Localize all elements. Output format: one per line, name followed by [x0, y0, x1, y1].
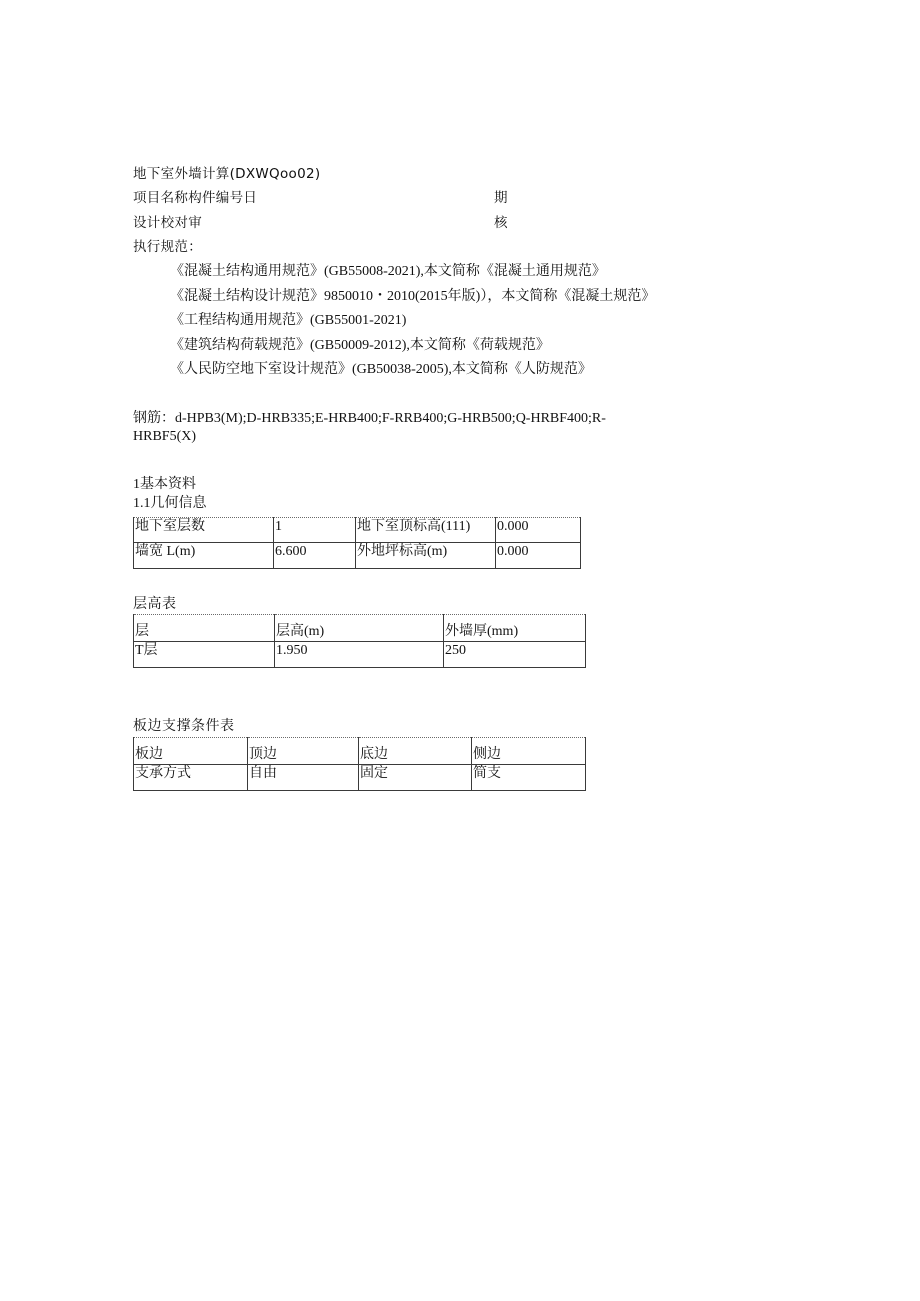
table-row	[134, 518, 581, 543]
table-cell: 250	[444, 642, 586, 668]
code-item: 《人民防空地下室设计规范》(GB50038-2005),本文简称《人防规范》	[170, 362, 592, 377]
project-date-label: 期	[494, 190, 508, 206]
rebar-grades-line-2: HRBF5(X)	[133, 429, 197, 444]
table-cell: 地下室层数	[134, 518, 274, 543]
table-header-row	[134, 738, 586, 765]
rebar-grades-line-1: 钢筋：d-HPB3(M);D-HRB335;E-HRB400;F-RRB400;G-HRB500;Q-HRBF400;R-	[133, 411, 606, 426]
table-row	[134, 543, 581, 569]
project-name-line: 项目名称构件编号日	[133, 190, 258, 206]
floor-table-caption: 层高表	[133, 597, 177, 612]
table-cell: T层	[134, 642, 275, 668]
table-header-cell: 侧边	[472, 738, 586, 765]
document-title: 地下室外墙计算(DXWQoo02)	[133, 166, 321, 182]
table-header-cell: 层	[134, 615, 275, 642]
code-item: 《混凝土结构设计规范》9850010・2010(2015年版)），本文简称《混凝土规范》	[170, 289, 656, 304]
section-heading: 1基本资料	[133, 477, 196, 492]
support-table-caption: 板边支撑条件表	[133, 719, 235, 734]
table-row	[134, 765, 586, 791]
table-cell: 支承方式	[134, 765, 248, 791]
table-cell: 外地坪标高(m)	[356, 543, 496, 569]
code-item: 《工程结构通用规范》(GB55001-2021)	[170, 313, 407, 328]
table-cell: 6.600	[274, 543, 356, 569]
table-cell: 1.950	[275, 642, 444, 668]
codes-label: 执行规范：	[133, 239, 202, 255]
table-header-cell: 底边	[359, 738, 472, 765]
table-cell: 地下室顶标高(111)	[356, 518, 496, 543]
table-header-cell: 板边	[134, 738, 248, 765]
table-header-cell: 层高(m)	[275, 615, 444, 642]
table-cell: 简支	[472, 765, 586, 791]
table-cell: 0.000	[496, 518, 581, 543]
table-header-cell: 外墙厚(mm)	[444, 615, 586, 642]
table-header-cell: 顶边	[248, 738, 359, 765]
design-check-line: 设计校对审	[133, 215, 202, 231]
table-cell: 墙宽 L(m)	[134, 543, 274, 569]
table-cell: 自由	[248, 765, 359, 791]
support-conditions-table	[133, 737, 586, 791]
table-cell: 1	[274, 518, 356, 543]
subsection-heading: 1.1几何信息	[133, 496, 207, 511]
table-header-row	[134, 615, 586, 642]
table-cell: 固定	[359, 765, 472, 791]
code-item: 《建筑结构荷载规范》(GB50009-2012),本文简称《荷载规范》	[170, 338, 550, 353]
table-cell: 0.000	[496, 543, 581, 569]
floor-height-table	[133, 614, 586, 668]
code-item: 《混凝土结构通用规范》(GB55008-2021),本文简称《混凝土通用规范》	[170, 264, 606, 279]
review-label: 核	[494, 215, 508, 231]
table-row	[134, 642, 586, 668]
geometry-table	[133, 517, 581, 569]
